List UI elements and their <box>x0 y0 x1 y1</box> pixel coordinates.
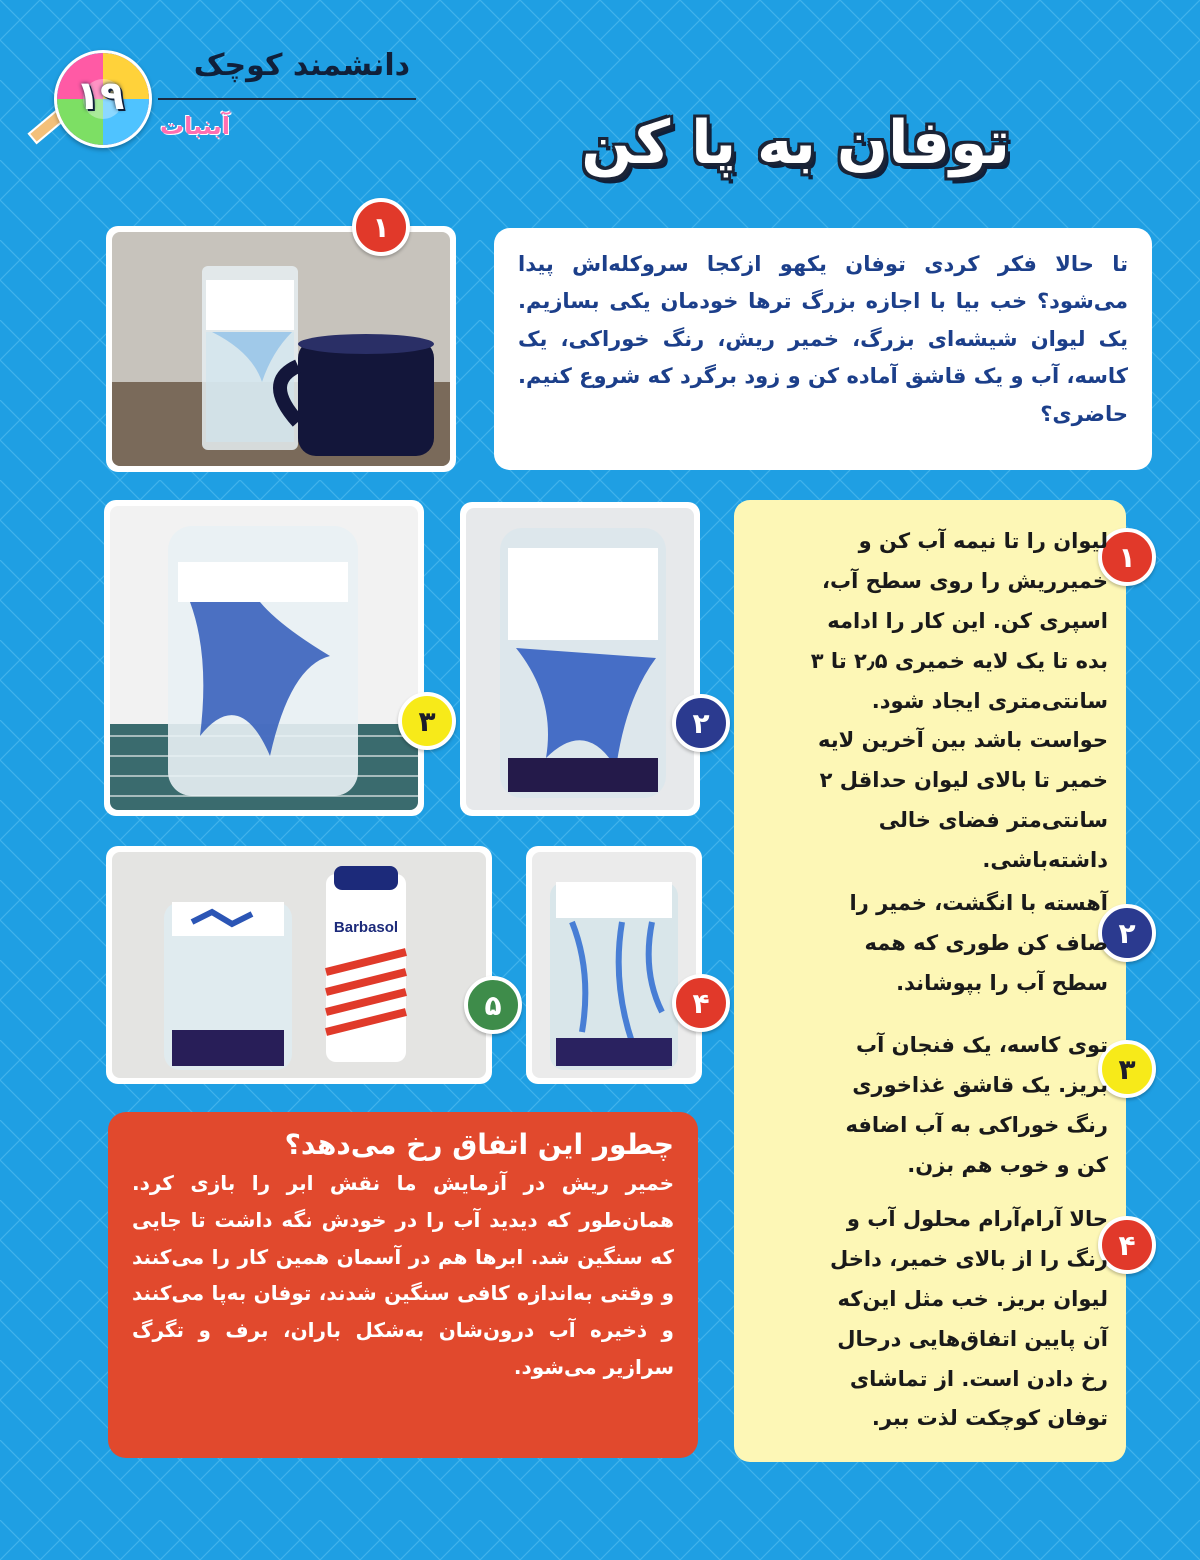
intro-panel <box>494 228 1152 470</box>
photo-number-2: ۲ <box>672 694 730 752</box>
step-text-1: لیوان را تا نیمه آب کن و خمیرریش را روی سطح آب، اسپری کن. این کار را ادامه بده تا یک لایه خمیری ۲٫۵ تا ۳ سانتی‌متری ایجاد شود. حواست باشد بین آخرین لایه خمیر تا بالای لیوان حداقل ۲ سانتی‌متر فضای خالی داشته‌باشی. <box>810 529 1108 873</box>
explanation-title: چطور این اتفاق رخ می‌دهد؟ <box>284 1128 674 1161</box>
step-text-2: آهسته با انگشت، خمیر را صاف کن طوری که همه سطح آب را بپوشاند. <box>849 891 1108 995</box>
brand-logo: آبنبات <box>160 112 230 140</box>
step-number-2: ۲ <box>1098 904 1156 962</box>
explanation-panel <box>108 1112 698 1458</box>
intro-text: تا حالا فکر کردی توفان یکهو ازکجا سروکله‌اش پیدا می‌شود؟ خب بیا با اجازه بزرگ ترها خودمان یکی بسازیم. یک لیوان شیشه‌ای بزرگ، خمیر ریش، رنگ خوراکی، یک کاسه، آب و یک قاشق آماده کن و زود برگرد که شروع کنیم. حاضری؟ <box>518 252 1128 426</box>
explanation-text: خمیر ریش در آزمایش ما نقش ابر را بازی کرد. همان‌طور که دیدید آب را در خودش نگه داشت تا جایی که سنگین شد. ابرها هم در آسمان همین کار را می‌کنند و وقتی به‌اندازه کافی سنگین شدند، توفان به‌پا می‌کنند و ذخیره آب درون‌شان به‌شکل باران، برف و تگرگ سرازیر می‌شود. <box>132 1171 674 1379</box>
page-number: ۱۹ <box>75 73 125 119</box>
photo-glass-and-mug <box>106 226 456 472</box>
photo-number-4: ۴ <box>672 974 730 1032</box>
photo-jar-shaving-foam <box>460 502 700 816</box>
shaving-can-label: Barbasol <box>333 919 399 936</box>
step-number-3: ۳ <box>1098 1040 1156 1098</box>
page-title: توفان به پا کن <box>581 108 1010 178</box>
photo-number-1: ۱ <box>352 198 410 256</box>
photo-jar-and-shaving-can <box>106 846 492 1084</box>
step-text-3: توی کاسه، یک فنجان آب بریز. یک قاشق غذاخوری رنگ خوراکی به آب اضافه کن و خوب هم بزن. <box>845 1033 1108 1177</box>
photo-number-5: ۵ <box>464 976 522 1034</box>
photo-number-3: ۳ <box>398 692 456 750</box>
photo-jar-dye-falling <box>526 846 702 1084</box>
step-text-4: حالا آرام‌آرام محلول آب و رنگ را از بالای خمیر، داخل لیوان بریز. خب مثل این‌که آن پایین اتفاق‌هایی درحال رخ دادن است. از تماشای توفان کوچکت لذت ببر. <box>830 1207 1108 1431</box>
step-number-4: ۴ <box>1098 1216 1156 1274</box>
section-title: دانشمند کوچک <box>193 48 410 83</box>
photo-jar-storm-checkered <box>104 500 424 816</box>
header-divider <box>158 98 416 100</box>
step-number-1: ۱ <box>1098 528 1156 586</box>
